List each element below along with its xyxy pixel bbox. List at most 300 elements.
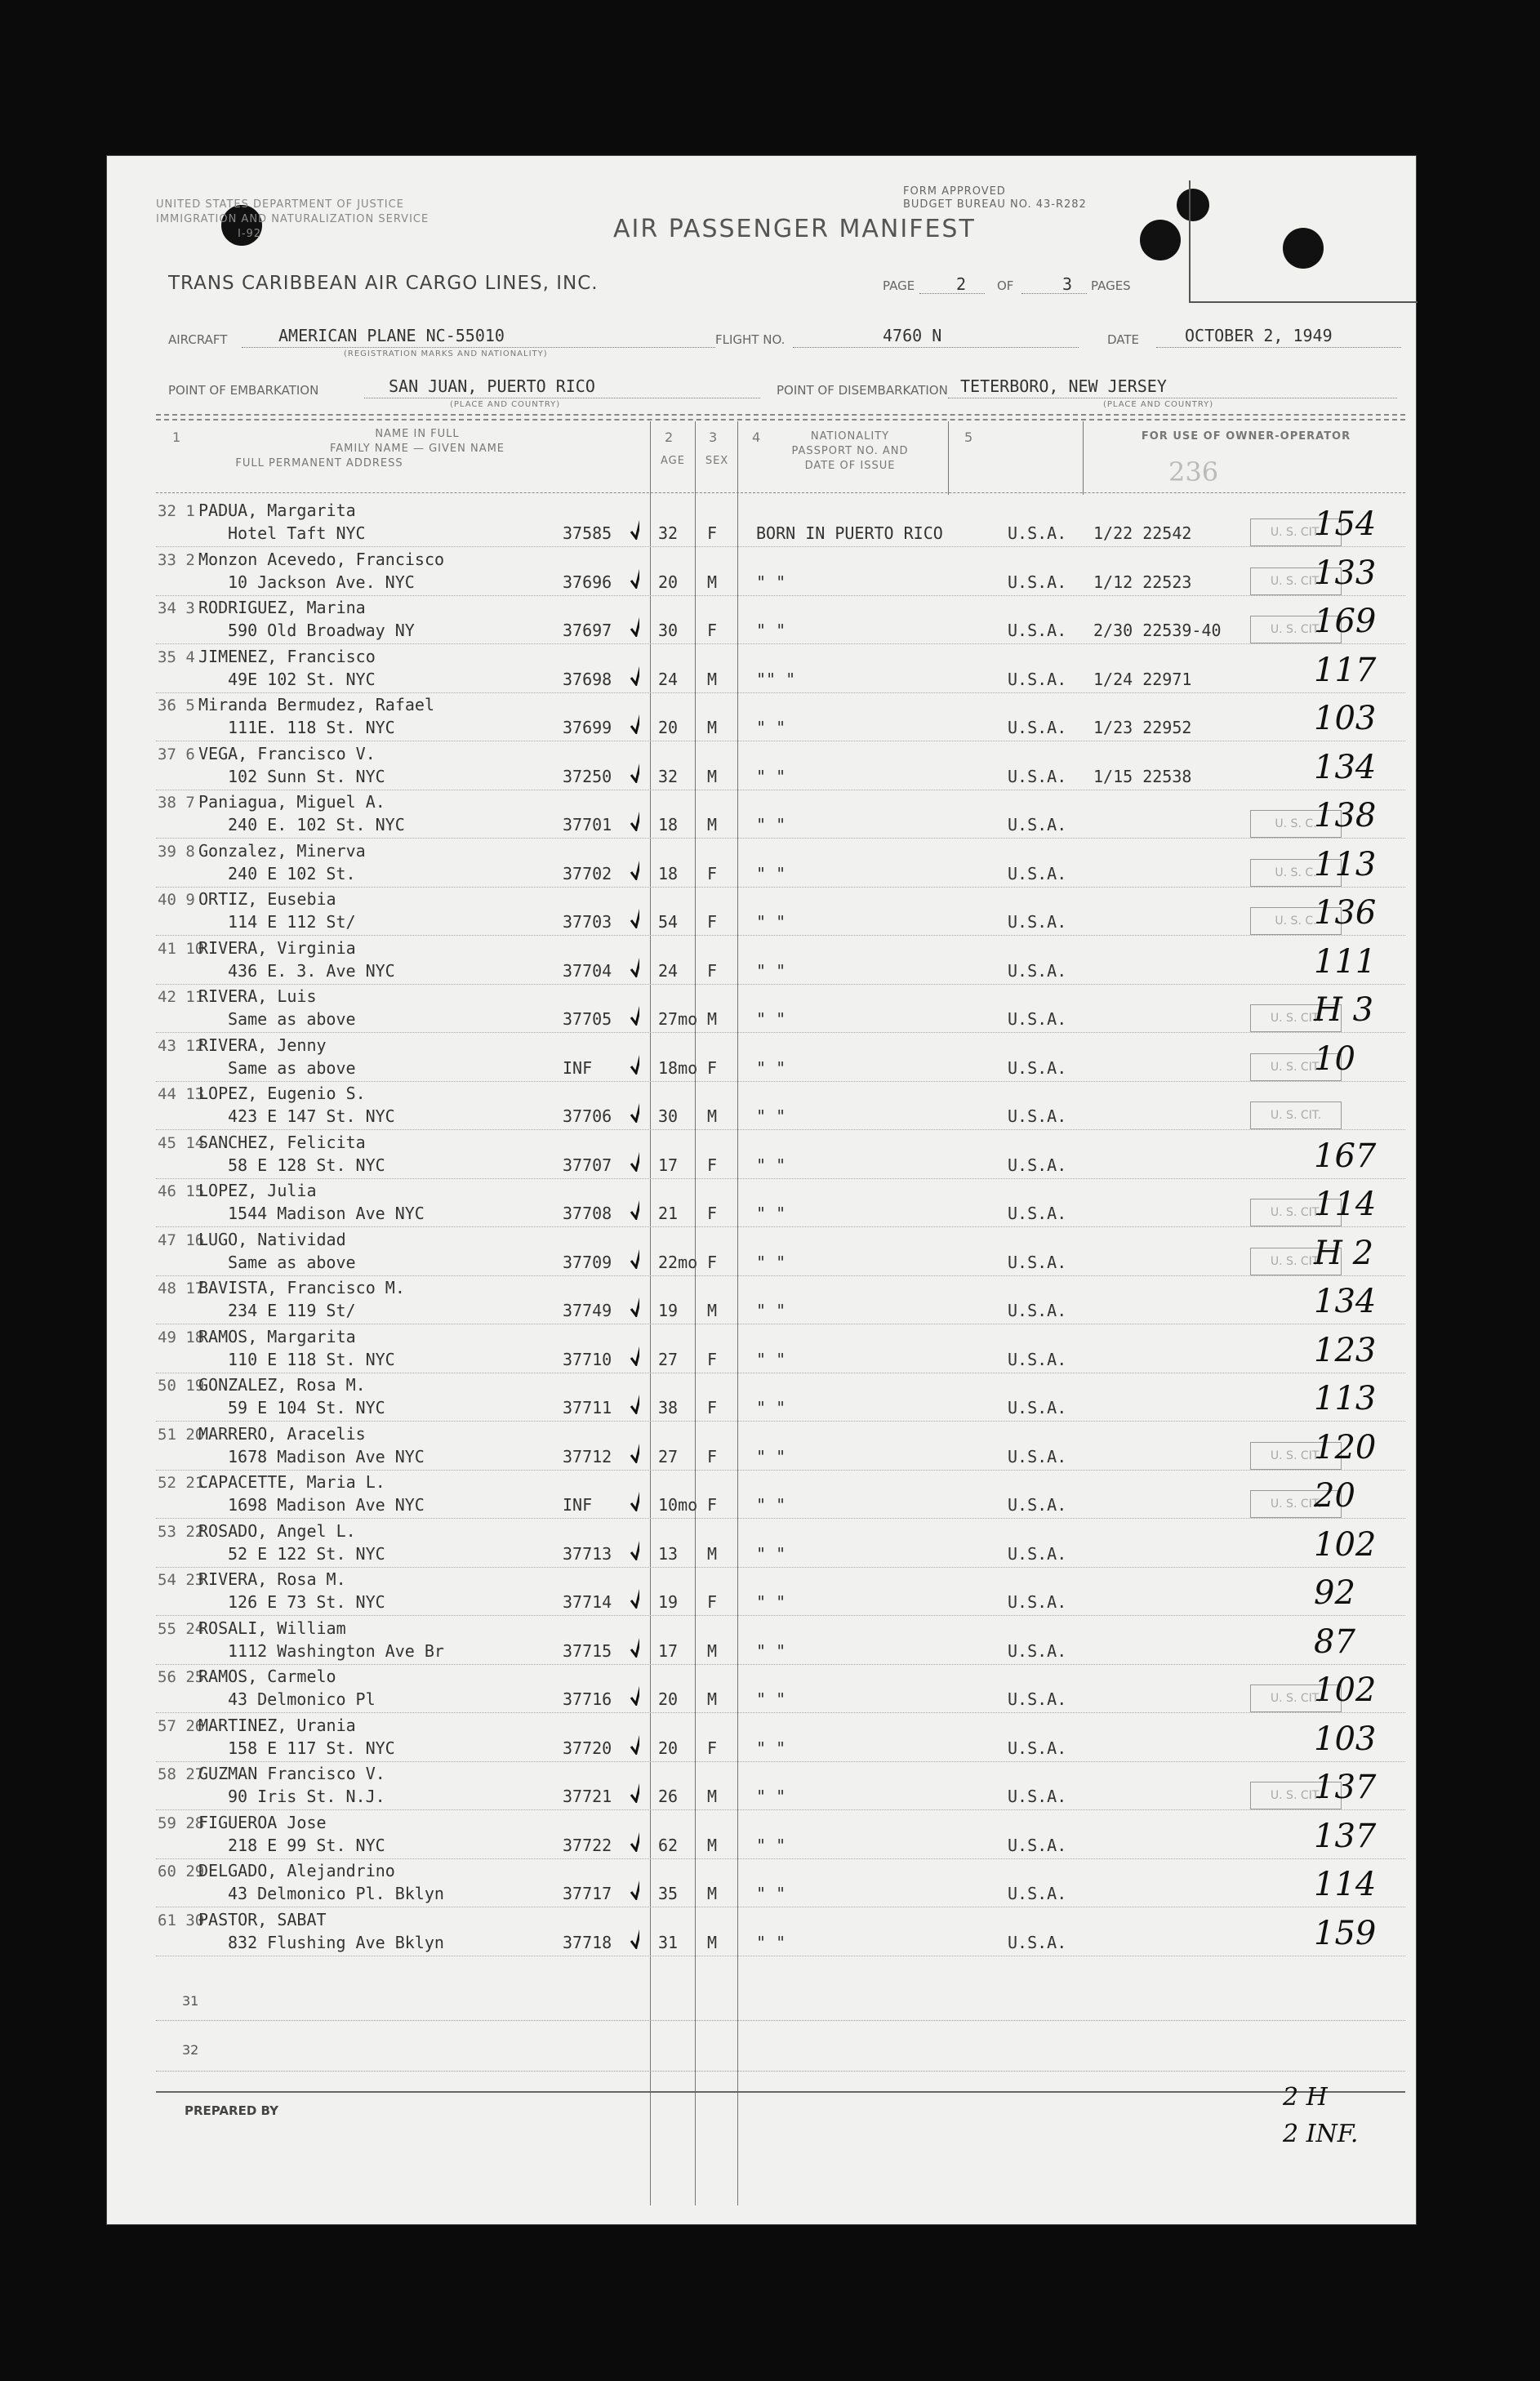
document-number: 1/22 22542 bbox=[1093, 523, 1192, 543]
passenger-name: RIVERA, Rosa M. bbox=[198, 1569, 346, 1589]
ticket-number: 37720 bbox=[563, 1738, 612, 1758]
passenger-name: BAVISTA, Francisco M. bbox=[198, 1278, 405, 1297]
handwritten-weight: 103 bbox=[1314, 700, 1377, 737]
passenger-row bbox=[107, 1422, 1418, 1471]
passenger-age: 26 bbox=[658, 1787, 679, 1806]
passenger-age: 30 bbox=[658, 621, 679, 640]
ticket-number: 37704 bbox=[563, 960, 612, 981]
passenger-row bbox=[107, 1276, 1418, 1325]
ticket-number: 37709 bbox=[563, 1252, 612, 1272]
document-number: 2/30 22539-40 bbox=[1093, 621, 1222, 640]
passenger-name: SANCHEZ, Felicita bbox=[198, 1132, 366, 1152]
checkmark-icon bbox=[630, 892, 639, 928]
ticket-number: 37585 bbox=[563, 523, 612, 543]
handwritten-weight: 120 bbox=[1314, 1428, 1377, 1466]
ticket-number: INF bbox=[563, 1495, 593, 1515]
passport-info: " " bbox=[756, 1106, 786, 1126]
passenger-sex: F bbox=[707, 621, 718, 640]
passenger-row bbox=[107, 1034, 1418, 1083]
passenger-sex: M bbox=[707, 1106, 718, 1126]
passenger-row bbox=[107, 1325, 1418, 1374]
passport-info: " " bbox=[756, 1932, 786, 1952]
passenger-name: GONZALEZ, Rosa M. bbox=[198, 1375, 366, 1395]
handwritten-weight: H 3 bbox=[1314, 991, 1374, 1029]
passport-info: " " bbox=[756, 1738, 786, 1758]
col1-header-c: FULL PERMANENT ADDRESS bbox=[235, 457, 403, 470]
passenger-age: 18mo bbox=[658, 1057, 698, 1078]
disembarkation-value: TETERBORO, NEW JERSEY bbox=[960, 376, 1167, 396]
passenger-row bbox=[107, 1373, 1418, 1422]
passport-info: " " bbox=[756, 1495, 786, 1515]
passport-info: BORN IN PUERTO RICO bbox=[756, 523, 943, 543]
handwritten-weight: 102 bbox=[1314, 1525, 1377, 1564]
disembarkation-label: POINT OF DISEMBARKATION bbox=[777, 383, 948, 398]
handwritten-weight: 92 bbox=[1314, 1574, 1355, 1612]
row-number: 43 12 bbox=[158, 1036, 205, 1055]
passenger-sex: F bbox=[707, 1155, 718, 1175]
citizen-stamp: U. S. CIT. bbox=[1250, 1004, 1342, 1032]
checkmark-icon bbox=[630, 1573, 639, 1609]
passenger-sex: F bbox=[707, 1738, 718, 1758]
nationality: U.S.A. bbox=[1008, 1543, 1067, 1564]
nationality: U.S.A. bbox=[1008, 572, 1067, 592]
row-number: 49 18 bbox=[158, 1328, 205, 1346]
manifest-page bbox=[106, 155, 1417, 2225]
passenger-address: 832 Flushing Ave Bklyn bbox=[228, 1932, 444, 1952]
checkmark-icon bbox=[630, 1427, 639, 1463]
passenger-address: 590 Old Broadway NY bbox=[228, 621, 415, 640]
passenger-name: RAMOS, Margarita bbox=[198, 1326, 356, 1346]
handwritten-weight: 134 bbox=[1314, 1283, 1377, 1320]
nationality: U.S.A. bbox=[1008, 1835, 1067, 1855]
passenger-sex: M bbox=[707, 1640, 718, 1661]
passenger-age: 32 bbox=[658, 523, 679, 543]
passenger-name: ROSALI, William bbox=[198, 1618, 346, 1638]
passenger-sex: M bbox=[707, 815, 718, 834]
ticket-number: 37699 bbox=[563, 718, 612, 737]
checkmark-icon bbox=[630, 795, 639, 831]
passenger-sex: F bbox=[707, 960, 718, 981]
nationality: U.S.A. bbox=[1008, 1689, 1067, 1709]
passenger-age: 35 bbox=[658, 1884, 679, 1903]
row-number: 58 27 bbox=[158, 1765, 205, 1783]
ticket-number: 37698 bbox=[563, 669, 612, 689]
handwritten-weight: 167 bbox=[1314, 1137, 1377, 1175]
passenger-age: 62 bbox=[658, 1835, 679, 1855]
aircraft-label: AIRCRAFT bbox=[168, 332, 228, 347]
nationality: U.S.A. bbox=[1008, 1349, 1067, 1369]
handwritten-weight: 111 bbox=[1314, 942, 1377, 981]
citizen-stamp: U. S. C. bbox=[1250, 907, 1342, 935]
ticket-number: 37706 bbox=[563, 1106, 612, 1126]
passenger-name: DELGADO, Alejandrino bbox=[198, 1861, 395, 1880]
passenger-name: ROSADO, Angel L. bbox=[198, 1520, 356, 1541]
checkmark-icon bbox=[630, 1233, 639, 1269]
citizen-stamp: U. S. C. bbox=[1250, 859, 1342, 887]
row-number: 46 15 bbox=[158, 1182, 205, 1200]
row-number: 50 19 bbox=[158, 1377, 205, 1395]
handwritten-weight: 20 bbox=[1314, 1477, 1355, 1515]
nationality: U.S.A. bbox=[1008, 1738, 1067, 1758]
row-number: 35 4 bbox=[158, 648, 195, 666]
passenger-row bbox=[107, 839, 1418, 888]
passenger-row bbox=[107, 1228, 1418, 1277]
ticket-number: 37718 bbox=[563, 1932, 612, 1952]
col1-header-b: FAMILY NAME — GIVEN NAME bbox=[329, 443, 505, 455]
row-number: 42 11 bbox=[158, 988, 205, 1006]
service-text: IMMIGRATION AND NATURALIZATION SERVICE bbox=[156, 213, 430, 225]
passenger-name: MARTINEZ, Urania bbox=[198, 1715, 356, 1735]
checkmark-icon bbox=[630, 1816, 639, 1852]
handwritten-weight: 114 bbox=[1314, 1866, 1377, 1903]
passenger-row bbox=[107, 1714, 1418, 1763]
row-number: 38 7 bbox=[158, 794, 195, 812]
citizen-stamp: U. S. CIT. bbox=[1250, 616, 1342, 643]
passenger-address: 1544 Madison Ave NYC bbox=[228, 1204, 425, 1223]
passenger-row bbox=[107, 1811, 1418, 1860]
passenger-name: MARRERO, Aracelis bbox=[198, 1423, 366, 1444]
passport-info: " " bbox=[756, 1787, 786, 1806]
passport-info: " " bbox=[756, 815, 786, 834]
passenger-sex: F bbox=[707, 1057, 718, 1078]
passport-info: " " bbox=[756, 572, 786, 592]
passenger-address: 110 E 118 St. NYC bbox=[228, 1349, 395, 1369]
passenger-sex: F bbox=[707, 1252, 718, 1272]
nationality: U.S.A. bbox=[1008, 1057, 1067, 1078]
citizen-stamp: U. S. C. bbox=[1250, 810, 1342, 838]
passenger-age: 19 bbox=[658, 1592, 679, 1612]
ticket-number: 37722 bbox=[563, 1835, 612, 1855]
passport-info: " " bbox=[756, 912, 786, 932]
passport-info: " " bbox=[756, 1252, 786, 1272]
row-number: 47 16 bbox=[158, 1231, 205, 1249]
ticket-number: 37711 bbox=[563, 1398, 612, 1417]
citizen-stamp: U. S. CIT. bbox=[1250, 1053, 1342, 1081]
passenger-sex: M bbox=[707, 669, 718, 689]
row-number: 53 22 bbox=[158, 1522, 205, 1541]
passenger-row bbox=[107, 693, 1418, 742]
col4-number: 4 bbox=[752, 429, 761, 445]
date-value: OCTOBER 2, 1949 bbox=[1185, 326, 1333, 345]
passenger-name: FIGUEROA Jose bbox=[198, 1812, 327, 1832]
passenger-age: 20 bbox=[658, 718, 679, 737]
handwritten-weight: 159 bbox=[1314, 1914, 1377, 1952]
passenger-name: Paniagua, Miguel A. bbox=[198, 792, 385, 812]
disembarkation-caption: (PLACE AND COUNTRY) bbox=[1103, 400, 1214, 409]
passenger-address: 49E 102 St. NYC bbox=[228, 669, 376, 689]
ticket-number: 37749 bbox=[563, 1301, 612, 1320]
handwritten-weight: 137 bbox=[1314, 1817, 1377, 1855]
col1-number: 1 bbox=[172, 429, 181, 445]
passenger-sex: M bbox=[707, 1543, 718, 1564]
nationality: U.S.A. bbox=[1008, 912, 1067, 932]
document-number: 1/23 22952 bbox=[1093, 718, 1192, 737]
ticket-number: 37696 bbox=[563, 572, 612, 592]
citizen-stamp: U. S. CIT. bbox=[1250, 518, 1342, 546]
row-number: 48 17 bbox=[158, 1280, 205, 1297]
passenger-age: 32 bbox=[658, 766, 679, 786]
checkmark-icon bbox=[630, 1670, 639, 1706]
passenger-row bbox=[107, 1520, 1418, 1569]
date-label: DATE bbox=[1107, 332, 1140, 347]
checkmark-icon bbox=[630, 941, 639, 977]
passenger-sex: F bbox=[707, 1349, 718, 1369]
ticket-number: 37701 bbox=[563, 815, 612, 834]
nationality: U.S.A. bbox=[1008, 1640, 1067, 1661]
document-number: 1/24 22971 bbox=[1093, 669, 1192, 689]
checkmark-icon bbox=[630, 1281, 639, 1317]
passenger-name: RAMOS, Carmelo bbox=[198, 1667, 336, 1686]
passenger-row bbox=[107, 645, 1418, 694]
col4-header-a: NATIONALITY bbox=[810, 430, 890, 443]
passenger-address: 90 Iris St. N.J. bbox=[228, 1787, 385, 1806]
row-number: 45 14 bbox=[158, 1133, 205, 1152]
row-number: 40 9 bbox=[158, 891, 195, 909]
passenger-sex: F bbox=[707, 1398, 718, 1417]
passenger-age: 20 bbox=[658, 1689, 679, 1709]
handwritten-weight: 87 bbox=[1314, 1622, 1355, 1661]
nationality: U.S.A. bbox=[1008, 1009, 1067, 1029]
passport-info: " " bbox=[756, 718, 786, 737]
ticket-number: 37721 bbox=[563, 1787, 612, 1806]
passenger-sex: M bbox=[707, 1884, 718, 1903]
passenger-age: 17 bbox=[658, 1155, 679, 1175]
passenger-name: LOPEZ, Julia bbox=[198, 1181, 317, 1200]
passenger-age: 27mo bbox=[658, 1009, 698, 1029]
nationality: U.S.A. bbox=[1008, 1301, 1067, 1320]
passenger-sex: M bbox=[707, 1301, 718, 1320]
passport-info: " " bbox=[756, 1884, 786, 1903]
ticket-number: INF bbox=[563, 1057, 593, 1078]
passenger-sex: F bbox=[707, 1592, 718, 1612]
passenger-name: JIMENEZ, Francisco bbox=[198, 646, 376, 666]
passport-info: "" " bbox=[756, 669, 796, 689]
citizen-stamp: U. S. CIT. bbox=[1250, 1248, 1342, 1275]
passenger-row bbox=[107, 1908, 1418, 1957]
passenger-sex: M bbox=[707, 1835, 718, 1855]
ticket-number: 37713 bbox=[563, 1543, 612, 1564]
passenger-address: 43 Delmonico Pl bbox=[228, 1689, 376, 1709]
passenger-address: Same as above bbox=[228, 1057, 356, 1078]
page-number: 2 bbox=[956, 274, 967, 294]
passenger-age: 22mo bbox=[658, 1252, 698, 1272]
passenger-age: 27 bbox=[658, 1446, 679, 1466]
checkmark-icon bbox=[630, 747, 639, 783]
row-number: 33 2 bbox=[158, 550, 195, 569]
passenger-row bbox=[107, 548, 1418, 597]
row-number: 56 25 bbox=[158, 1668, 205, 1686]
passenger-age: 21 bbox=[658, 1204, 679, 1223]
document-number: 1/15 22538 bbox=[1093, 766, 1192, 786]
passenger-row bbox=[107, 596, 1418, 645]
passenger-row bbox=[107, 1179, 1418, 1228]
passenger-sex: F bbox=[707, 1204, 718, 1223]
passenger-row bbox=[107, 1859, 1418, 1908]
nationality: U.S.A. bbox=[1008, 1495, 1067, 1515]
checkmark-icon bbox=[630, 990, 639, 1026]
passenger-address: 58 E 128 St. NYC bbox=[228, 1155, 385, 1175]
passenger-address: 1698 Madison Ave NYC bbox=[228, 1495, 425, 1515]
ticket-number: 37705 bbox=[563, 1009, 612, 1029]
row-number: 44 13 bbox=[158, 1085, 205, 1103]
ticket-number: 37703 bbox=[563, 912, 612, 932]
citizen-stamp: U. S. CIT. bbox=[1250, 1101, 1342, 1129]
flight-value: 4760 N bbox=[883, 326, 942, 345]
budget-bureau: BUDGET BUREAU NO. 43-R282 bbox=[903, 198, 1087, 211]
passenger-sex: M bbox=[707, 572, 718, 592]
nationality: U.S.A. bbox=[1008, 815, 1067, 834]
row-number: 37 6 bbox=[158, 745, 195, 763]
checkmark-icon bbox=[630, 1864, 639, 1900]
passenger-address: 126 E 73 St. NYC bbox=[228, 1592, 385, 1612]
passenger-sex: M bbox=[707, 766, 718, 786]
ticket-number: 37710 bbox=[563, 1349, 612, 1369]
passenger-address: 158 E 117 St. NYC bbox=[228, 1738, 395, 1758]
passenger-row bbox=[107, 1082, 1418, 1131]
passport-info: " " bbox=[756, 1592, 786, 1612]
passenger-sex: M bbox=[707, 718, 718, 737]
row-number: 36 5 bbox=[158, 696, 195, 714]
passenger-age: 27 bbox=[658, 1349, 679, 1369]
passenger-address: 436 E. 3. Ave NYC bbox=[228, 960, 395, 981]
page-title: AIR PASSENGER MANIFEST bbox=[613, 215, 976, 243]
passenger-name: Monzon Acevedo, Francisco bbox=[198, 549, 445, 569]
nationality: U.S.A. bbox=[1008, 863, 1067, 883]
nationality: U.S.A. bbox=[1008, 960, 1067, 981]
punch-hole-right bbox=[1283, 228, 1324, 269]
checkmark-icon bbox=[630, 601, 639, 637]
passenger-name: RIVERA, Jenny bbox=[198, 1035, 327, 1055]
checkmark-icon bbox=[630, 698, 639, 734]
passenger-name: CAPACETTE, Maria L. bbox=[198, 1472, 385, 1492]
passenger-address: 102 Sunn St. NYC bbox=[228, 766, 385, 786]
footer-note-h: 2 H bbox=[1283, 2083, 1328, 2112]
flight-label: FLIGHT NO. bbox=[715, 332, 786, 347]
passenger-age: 31 bbox=[658, 1932, 679, 1952]
handwritten-weight: 154 bbox=[1314, 505, 1377, 543]
row-number: 32 1 bbox=[158, 502, 195, 520]
handwritten-weight: 123 bbox=[1314, 1331, 1377, 1369]
passenger-name: VEGA, Francisco V. bbox=[198, 743, 376, 763]
row-number: 34 3 bbox=[158, 599, 195, 617]
passenger-row bbox=[107, 1762, 1418, 1811]
passenger-sex: M bbox=[707, 1932, 718, 1952]
empty-row-31: 31 bbox=[182, 1993, 199, 2009]
handwritten-weight: 114 bbox=[1314, 1186, 1377, 1223]
row-number: 51 20 bbox=[158, 1425, 205, 1444]
col5-number: 5 bbox=[964, 429, 973, 445]
passenger-row bbox=[107, 888, 1418, 937]
col2-header: AGE bbox=[661, 455, 685, 467]
passenger-age: 13 bbox=[658, 1543, 679, 1564]
handwritten-weight: 136 bbox=[1314, 894, 1377, 932]
passenger-row bbox=[107, 1131, 1418, 1180]
nationality: U.S.A. bbox=[1008, 1592, 1067, 1612]
handwritten-weight: 134 bbox=[1314, 748, 1377, 786]
ticket-number: 37697 bbox=[563, 621, 612, 640]
citizen-stamp: U. S. CIT. bbox=[1250, 1782, 1342, 1809]
passenger-sex: M bbox=[707, 1787, 718, 1806]
row-number: 41 10 bbox=[158, 939, 205, 958]
passenger-sex: M bbox=[707, 1689, 718, 1709]
ticket-number: 37716 bbox=[563, 1689, 612, 1709]
row-number: 59 28 bbox=[158, 1814, 205, 1832]
passenger-row bbox=[107, 1617, 1418, 1666]
pages-label: PAGES bbox=[1091, 278, 1131, 293]
passenger-row bbox=[107, 742, 1418, 791]
handwritten-weight: 137 bbox=[1314, 1769, 1377, 1806]
passenger-name: Gonzalez, Minerva bbox=[198, 840, 366, 861]
checkmark-icon bbox=[630, 1184, 639, 1220]
handwritten-weight: 113 bbox=[1314, 1380, 1377, 1417]
nationality: U.S.A. bbox=[1008, 523, 1067, 543]
nationality: U.S.A. bbox=[1008, 1106, 1067, 1126]
total-pages: 3 bbox=[1062, 274, 1073, 294]
ticket-number: 37707 bbox=[563, 1155, 612, 1175]
passport-info: " " bbox=[756, 960, 786, 981]
citizen-stamp: U. S. CIT. bbox=[1250, 1442, 1342, 1470]
passenger-sex: F bbox=[707, 912, 718, 932]
passenger-age: 17 bbox=[658, 1640, 679, 1661]
passport-info: " " bbox=[756, 1009, 786, 1029]
form-number: I-92 bbox=[238, 228, 262, 240]
passenger-age: 30 bbox=[658, 1106, 679, 1126]
passenger-sex: F bbox=[707, 1495, 718, 1515]
owner-handwritten-number: 236 bbox=[1168, 456, 1219, 487]
punch-hole-top bbox=[1177, 189, 1209, 221]
of-label: OF bbox=[997, 278, 1014, 293]
passport-info: " " bbox=[756, 1349, 786, 1369]
handwritten-weight: 138 bbox=[1314, 797, 1377, 834]
col2-number: 2 bbox=[665, 429, 674, 445]
passenger-age: 38 bbox=[658, 1398, 679, 1417]
passport-info: " " bbox=[756, 1835, 786, 1855]
passport-info: " " bbox=[756, 766, 786, 786]
passport-info: " " bbox=[756, 863, 786, 883]
col4-header-b: PASSPORT NO. AND bbox=[791, 445, 909, 457]
passenger-sex: F bbox=[707, 1446, 718, 1466]
agency-text: UNITED STATES DEPARTMENT OF JUSTICE bbox=[156, 198, 404, 211]
passenger-age: 10mo bbox=[658, 1495, 698, 1515]
nationality: U.S.A. bbox=[1008, 1252, 1067, 1272]
footer-note-inf: 2 INF. bbox=[1283, 2120, 1359, 2148]
nationality: U.S.A. bbox=[1008, 669, 1067, 689]
passenger-address: 234 E 119 St/ bbox=[228, 1301, 356, 1320]
passport-info: " " bbox=[756, 1689, 786, 1709]
passenger-age: 19 bbox=[658, 1301, 679, 1320]
passenger-address: 240 E. 102 St. NYC bbox=[228, 815, 405, 834]
handwritten-weight: 169 bbox=[1314, 603, 1377, 640]
embarkation-label: POINT OF EMBARKATION bbox=[168, 383, 319, 398]
passenger-age: 24 bbox=[658, 960, 679, 981]
passenger-address: Hotel Taft NYC bbox=[228, 523, 366, 543]
passenger-address: 218 E 99 St. NYC bbox=[228, 1835, 385, 1855]
nationality: U.S.A. bbox=[1008, 1155, 1067, 1175]
handwritten-weight: 103 bbox=[1314, 1720, 1377, 1758]
passport-info: " " bbox=[756, 1640, 786, 1661]
airline-name: TRANS CARIBBEAN AIR CARGO LINES, INC. bbox=[168, 273, 599, 294]
checkmark-icon bbox=[630, 1622, 639, 1658]
citizen-stamp: U. S. CIT. bbox=[1250, 1199, 1342, 1226]
checkmark-icon bbox=[630, 1136, 639, 1172]
col1-header-a: NAME IN FULL bbox=[375, 428, 460, 440]
passenger-address: 111E. 118 St. NYC bbox=[228, 718, 395, 737]
checkmark-icon bbox=[630, 1719, 639, 1755]
passenger-address: 240 E 102 St. bbox=[228, 863, 356, 883]
passenger-row bbox=[107, 1568, 1418, 1617]
passenger-address: 52 E 122 St. NYC bbox=[228, 1543, 385, 1564]
citizen-stamp: U. S. CIT. bbox=[1250, 1685, 1342, 1712]
